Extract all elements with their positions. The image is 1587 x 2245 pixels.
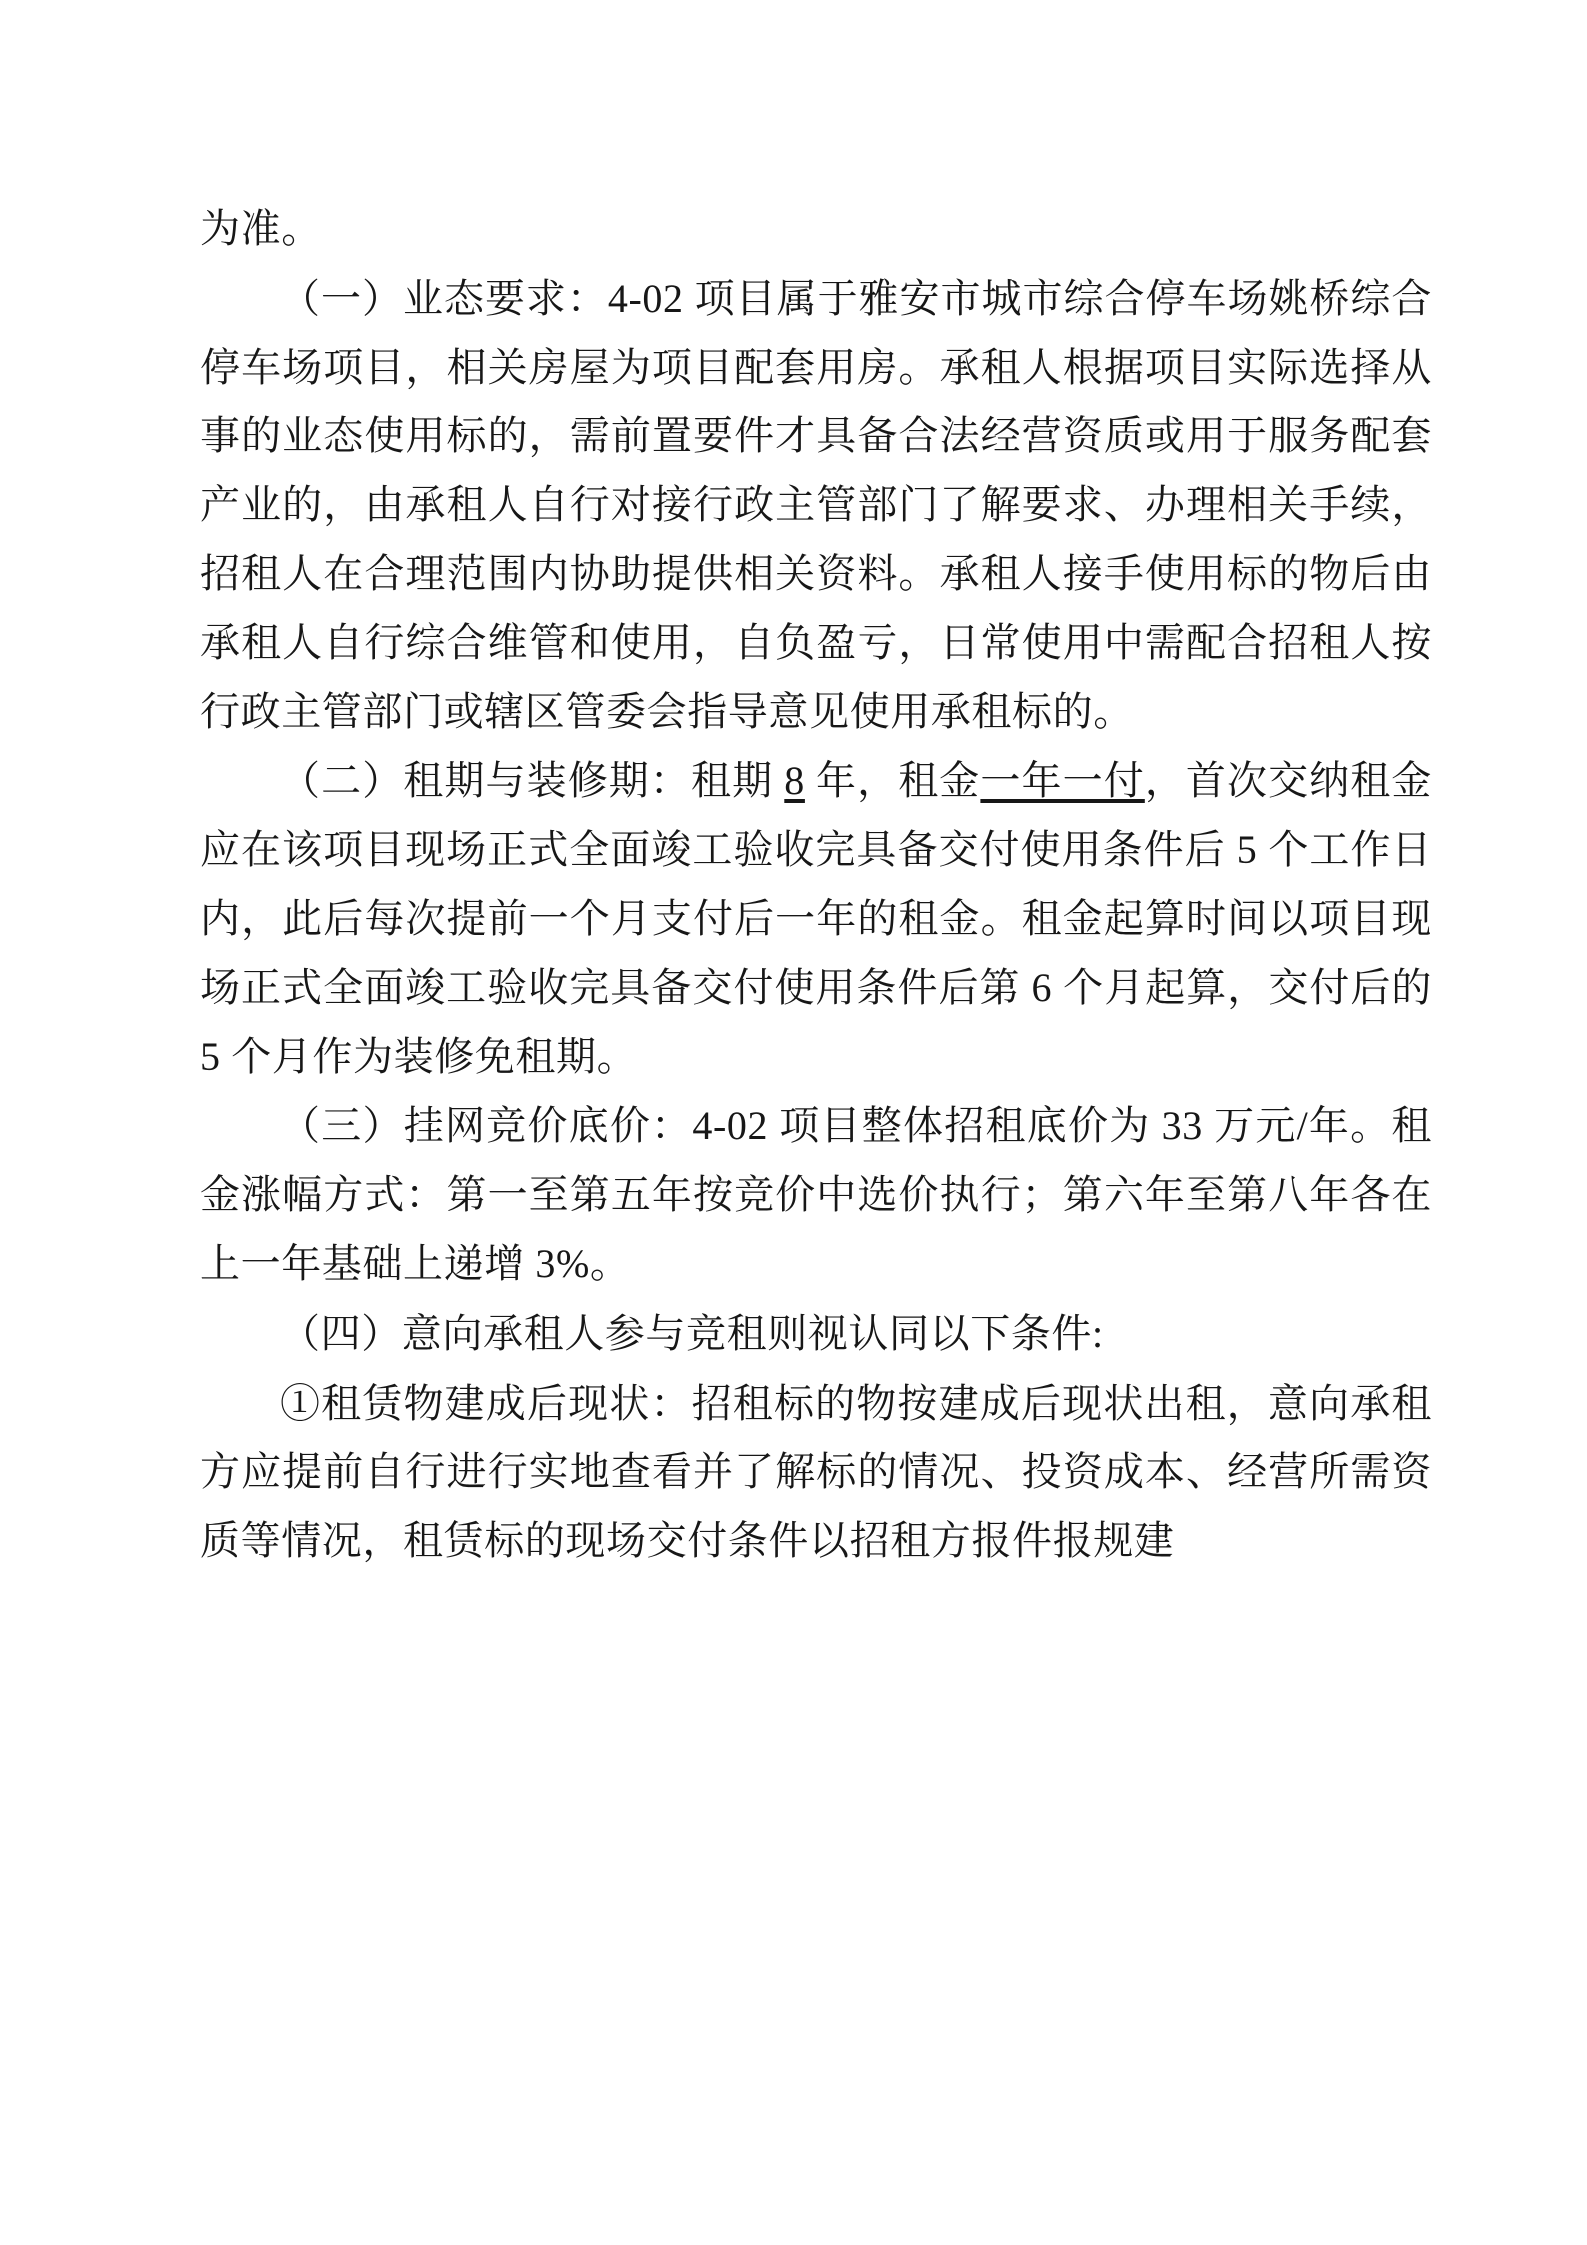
- paragraph-continuation: 为准。: [200, 206, 322, 251]
- paragraph-condition-1-as-built-status: ①租赁物建成后现状：招租标的物按建成后现状出租，意向承租方应提前自行进行实地查看并了解标的情况、投资成本、经营所需资质等情况，租赁标的现场交付条件以招租方报件报规建: [200, 1380, 1432, 1564]
- document-body: [200, 195, 1432, 1576]
- paragraph-item-1-business-requirements: （一）业态要求：4-02 项目属于雅安市城市综合停车场姚桥综合停车场项目，相关房屋为项目配套用房。承租人根据项目实际选择从事的业态使用标的，需前置要件才具备合法经营资质或用于服务配套产业的，由承租人自行对接行政主管部门了解要求、办理相关手续，招租人在合理范围内协助提供相关资料。承租人接手使用标的物后由承租人自行综合维管和使用，自负盈亏，日常使用中需配合招租人按行政主管部门或辖区管委会指导意见使用承租标的。: [200, 275, 1432, 734]
- paragraph-item-2-lease-and-decoration-period: （二）租期与装修期：租期 8 年，租金一年一付，首次交纳租金应在该项目现场正式全面竣工验收完具备交付使用条件后 5 个工作日内，此后每次提前一个月支付后一年的租金。租金起算时间以项目现场正式全面竣工验收完具备交付使用条件后第 6 个月起算，交付后的 5 个月作为装修免租期。: [200, 758, 1433, 1079]
- paragraph-item-4-conditions-agreement: （四）意向承租人参与竞租则视认同以下条件:: [280, 1310, 1104, 1356]
- paragraph-item-3-reserve-price: （三）挂网竞价底价：4-02 项目整体招租底价为 33 万元/年。租金涨幅方式：第一至第五年按竞价中选价执行；第六年至第八年各在上一年基础上递增 3%。: [200, 1103, 1432, 1286]
